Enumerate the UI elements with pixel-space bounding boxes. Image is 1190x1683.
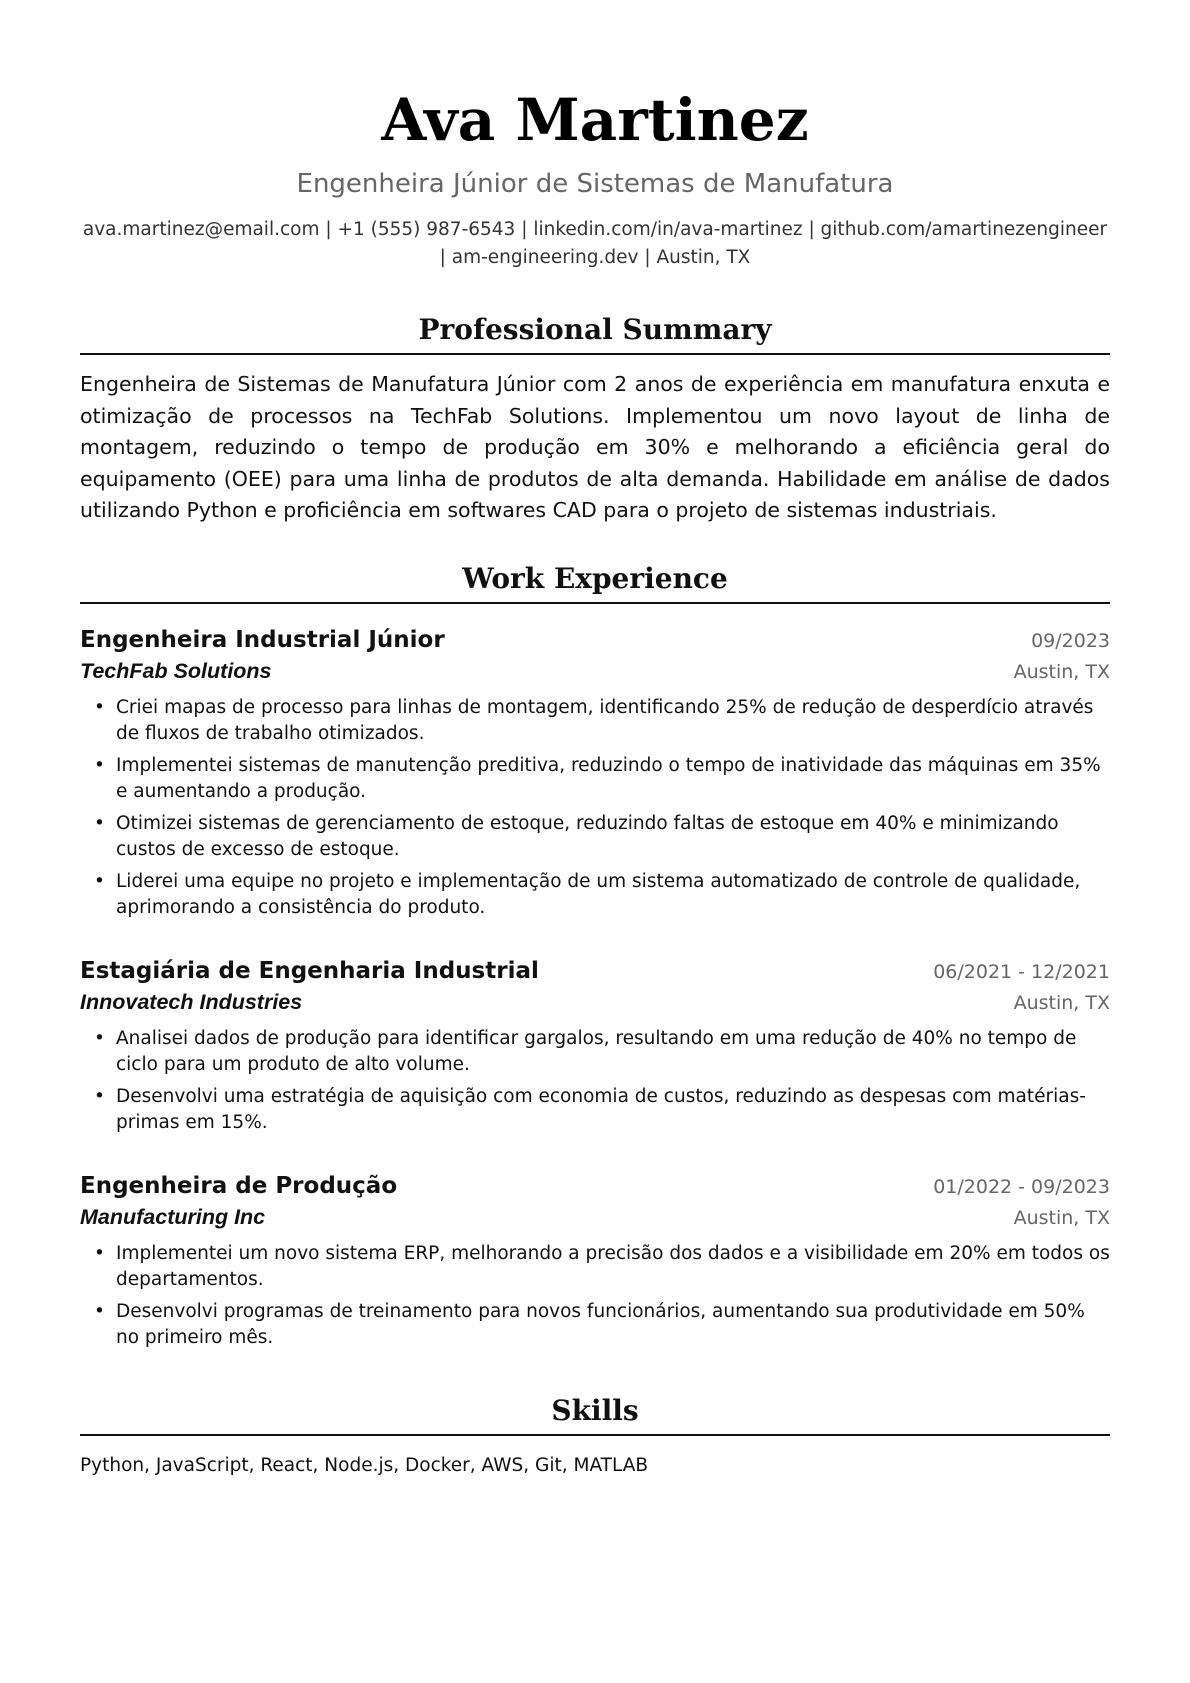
- skills-list: Python, JavaScript, React, Node.js, Docker, AWS, Git, MATLAB: [80, 1454, 649, 1476]
- job-entry: [80, 955, 1110, 1136]
- job-bullet: • Liderei uma equipe no projeto e implementação de um sistema automatizado de controle de qualidade, aprimorando a consistência do produto.: [116, 869, 1110, 921]
- skills-section: [80, 1393, 1110, 1480]
- job-title-row: [80, 955, 1110, 987]
- job-bullet: • Implementei sistemas de manutenção preditiva, reduzindo o tempo de inatividade das máquinas em 35% e aumentando a produção.: [116, 753, 1110, 805]
- job-bullet: • Desenvolvi programas de treinamento para novos funcionários, aumentando sua produtividade em 50% no primeiro mês.: [116, 1299, 1110, 1351]
- job-company-row: [80, 1202, 1110, 1233]
- job-company: TechFab Solutions: [80, 658, 272, 683]
- work-experience-heading: Work Experience: [80, 561, 1110, 604]
- job-location: Austin, TX: [1013, 1206, 1110, 1229]
- summary-heading: Professional Summary: [80, 312, 1110, 355]
- job-date: 01/2022 - 09/2023: [933, 1175, 1110, 1198]
- job-bullets: [80, 1241, 1110, 1351]
- job-entry: [80, 624, 1110, 921]
- job-company-row: [80, 987, 1110, 1018]
- job-company: Manufacturing Inc: [80, 1204, 266, 1229]
- summary-text: Engenheira de Sistemas de Manufatura Júnior com 2 anos de experiência em manufatura enxuta e otimização de processos na TechFab Solutions. Implementou um novo layout de linha de montagem, reduzindo o tempo de produção em 30% e melhorando a eficiência geral do equipamento (OEE) para uma linha de produtos de alta demanda. Habilidade em análise de dados utilizando Python e proficiência em softwares CAD para o projeto de sistemas industriais.: [80, 372, 1110, 522]
- job-company-row: [80, 656, 1110, 687]
- job-location: Austin, TX: [1013, 991, 1110, 1014]
- job-entry: [80, 1170, 1110, 1351]
- candidate-headline: Engenheira Júnior de Sistemas de Manufatura: [296, 169, 894, 199]
- summary-section: [80, 312, 1110, 527]
- contact-line: ava.martinez@email.com | +1 (555) 987-6543 | linkedin.com/in/ava-martinez | github.com/amartinezengineer | am-engineering.dev | Austin, TX: [82, 219, 1108, 268]
- job-bullets: [80, 695, 1110, 921]
- job-title-row: [80, 1170, 1110, 1202]
- job-bullet: • Otimizei sistemas de gerenciamento de estoque, reduzindo faltas de estoque em 40% e minimizando custos de excesso de estoque.: [116, 811, 1110, 863]
- job-date: 06/2021 - 12/2021: [933, 960, 1110, 983]
- job-location: Austin, TX: [1013, 660, 1110, 683]
- job-title: Engenheira de Produção: [80, 1172, 398, 1199]
- job-bullet: • Desenvolvi uma estratégia de aquisição com economia de custos, reduzindo as despesas com matérias-primas em 15%.: [116, 1084, 1110, 1136]
- job-bullet: • Implementei um novo sistema ERP, melhorando a precisão dos dados e a visibilidade em 20% em todos os departamentos.: [116, 1241, 1110, 1293]
- job-bullets: [80, 1026, 1110, 1136]
- job-company: Innovatech Industries: [80, 989, 303, 1014]
- job-bullet: • Criei mapas de processo para linhas de montagem, identificando 25% de redução de desperdício através de fluxos de trabalho otimizados.: [116, 695, 1110, 747]
- job-title-row: [80, 624, 1110, 656]
- job-bullet: • Analisei dados de produção para identificar gargalos, resultando em uma redução de 40% no tempo de ciclo para um produto de alto volume.: [116, 1026, 1110, 1078]
- resume-header: [80, 86, 1110, 272]
- job-date: 09/2023: [1031, 629, 1110, 652]
- job-title: Estagiária de Engenharia Industrial: [80, 957, 539, 984]
- skills-heading: Skills: [80, 1393, 1110, 1436]
- job-title: Engenheira Industrial Júnior: [80, 626, 445, 653]
- work-experience-section: [80, 561, 1110, 1351]
- candidate-name: Ava Martinez: [381, 86, 809, 154]
